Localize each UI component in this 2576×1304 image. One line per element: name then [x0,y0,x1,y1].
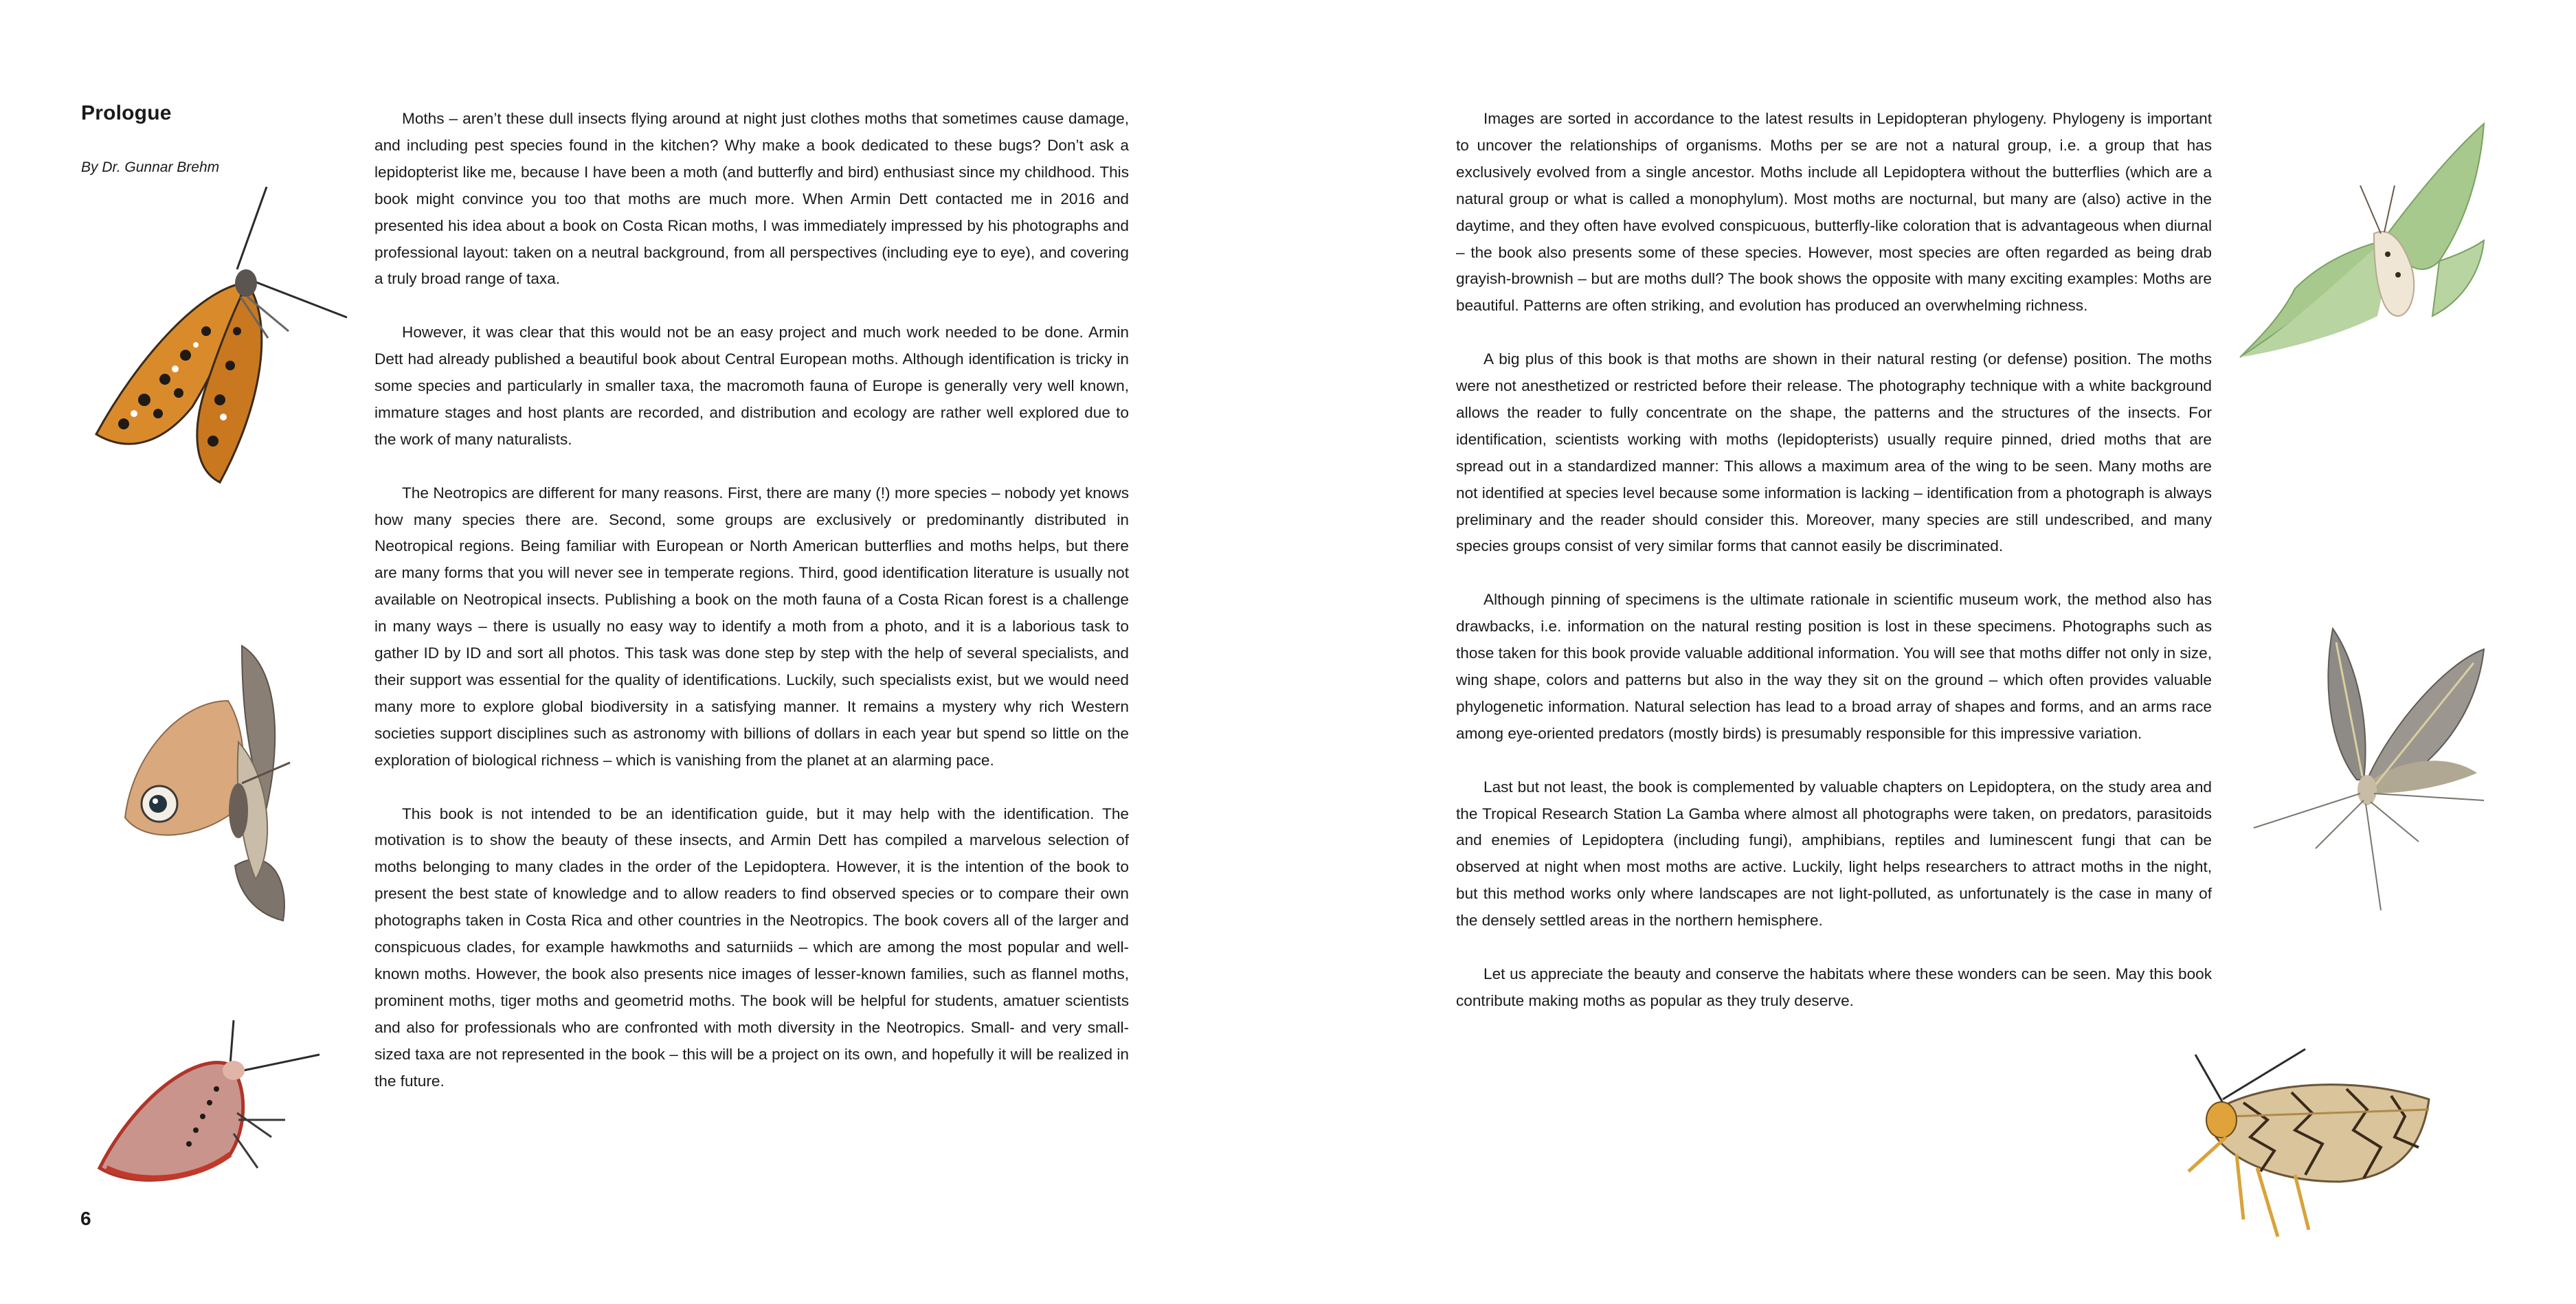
cream-patterned-moth-photo [2147,1034,2436,1240]
green-moth-photo [2233,110,2494,364]
right-text-column [1456,106,2212,1042]
author-byline: By Dr. Gunnar Brehm [81,159,220,175]
paragraph: However, it was clear that this would not be an easy project and much work needed to be done. Armin Dett had already published a beautiful book about Central European moths. Although identification is tricky in some species and particularly in smaller taxa, the macromoth fauna of Europe is generally very well known, immature stages and host plants are recorded, and distribution and ecology are rather well explored due to the work of many naturalists. [374,324,1129,448]
paragraph: The Neotropics are different for many reasons. First, there are many (!) more species – nobody yet knows how many species there are. Second, some groups are exclusively or predominantly distributed in Neotropical regions. Being familiar with European or North American butterflies and moths helps, but there are many forms that you will never see in temperate regions. Third, good identification literature is usually not available on Neotropical insects. Publishing a book on the moth fauna of a Costa Rican forest is a challenge in many ways – there is usually no easy way to identify a moth from a photo, and it is a laborious task to gather ID by ID and sort all photos. This task was done step by step with the help of several specialists, and their support was essential for the quality of identifications. Luckily, such specialists exist, but we would need many more to explore global biodiversity in a satisfying manner. It remains a mystery why rich Western societies support disciplines such as astronomy with billions of dollars in each year but spend so little on the exploration of biological richness – which is vanishing from the planet at an alarming pace. [374,484,1129,769]
chapter-heading: Prologue [81,102,172,124]
eyespot-moth-photo [118,639,304,921]
paragraph: Last but not least, the book is complemented by valuable chapters on Lepidoptera, on the study area and the Tropical Research Station La Gamba where almost all photographs were taken, on predators, parasitoids and enemies of Lepidoptera (including fungi), amphibians, reptiles and luminescent fungi that can be observed at night when most moths are active. Luckily, light helps researchers to attract moths in the night, but this method works only where landscapes are not light-polluted, as unfortunately is the case in many of the densely settled areas in the northern hemisphere. [1456,778,2212,930]
orange-spotted-moth-photo [82,180,350,489]
paragraph: This book is not intended to be an identification guide, but it may help with the identification. The motivation is to show the beauty of these insects, and Armin Dett has compiled a marvelous selection of moths belonging to many clades in the order of the Lepidoptera. However, it is the intention of the book to present the best state of knowledge and to allow readers to find observed species or to compare their own photographs taken in Costa Rica and other countries in the Neotropics. The book covers all of the larger and conspicuous clades, for example hawkmoths and saturniids – which are among the most popular and well-known moths. However, the book also presents nice images of lesser-known families, such as flannel moths, prominent moths, tiger moths and geometrid moths. The book will be helpful for students, amatuer scientists and also for professionals who are confronted with moth diversity in the Neotropics. Small- and very small-sized taxa are not represented in the book – this will be a project on its own, and hopefully it will be realized in the future. [374,805,1129,1090]
paragraph: Let us appreciate the beauty and conserve the habitats where these wonders can be seen. May this book contribute making moths as popular as they truly deserve. [1456,965,2212,1009]
pink-moth-photo [93,1017,347,1195]
right-page [1288,0,2576,1304]
left-text-column [374,106,1129,1121]
paragraph: Moths – aren’t these dull insects flying around at night just clothes moths that sometimes cause damage, and including pest species found in the kitchen? Why make a book dedicated to these bugs? Don’t ask a lepidopterist like me, because I have been a moth (and butterfly and bird) enthusiast since my childhood. This book might convince you too that moths are much more. When Armin Dett contacted me in 2016 and presented his idea about a book on Costa Rican moths, I was immediately impressed by his photographs and professional layout: taken on a neutral background, from all perspectives (including eye to eye), and covering a truly broad range of taxa. [374,110,1129,288]
paragraph: A big plus of this book is that moths are shown in their natural resting (or defense) position. The moths were not anesthetized or restricted before their release. The photography technique with a white background allows the reader to fully concentrate on the shape, the patterns and the structures of the insects. For identification, scientists working with moths (lepidopterists) usually require pinned, dried moths that are spread out in a standardized manner: This allows a maximum area of the wing to be seen. Many moths are not identified at species level because some information is lacking – identification from a photograph is always preliminary and the reader should consider this. Moreover, many species are still undescribed, and many species groups consist of very similar forms that cannot easily be discriminated. [1456,350,2212,555]
gray-moth-photo [2240,622,2494,924]
paragraph: Although pinning of specimens is the ultimate rationale in scientific museum work, the method also has drawbacks, i.e. information on the natural resting position is lost in these specimens. Photographs such as those taken for this book provide valuable additional information. You will see that moths differ not only in size, wing shape, colors and patterns but also in the way they sit on the ground – which often provides valuable phylogenetic information. Natural selection has lead to a broad array of shapes and forms, and an arms race among eye-oriented predators (mostly birds) is presumably responsible for this impressive variation. [1456,591,2212,742]
paragraph: Images are sorted in accordance to the latest results in Lepidopteran phylogeny. Phylogeny is important to uncover the relationships of organisms. Moths per se are not a natural group, i.e. a group that has exclusively evolved from a single ancestor. Moths include all Lepidoptera without the butterflies (which are a natural group or what is called a monophylum). Most moths are nocturnal, but many are (also) active in the daytime, and they often have evolved conspicuous, butterfly-like coloration that is advantageous when diurnal – the book also presents some of these species. However, most species are often regarded as being drab grayish-brownish – but are moths dull? The book shows the opposite with many exciting examples: Moths are beautiful. Patterns are often striking, and evolution has produced an overwhelming richness. [1456,110,2212,315]
page-number: 6 [80,1208,91,1229]
